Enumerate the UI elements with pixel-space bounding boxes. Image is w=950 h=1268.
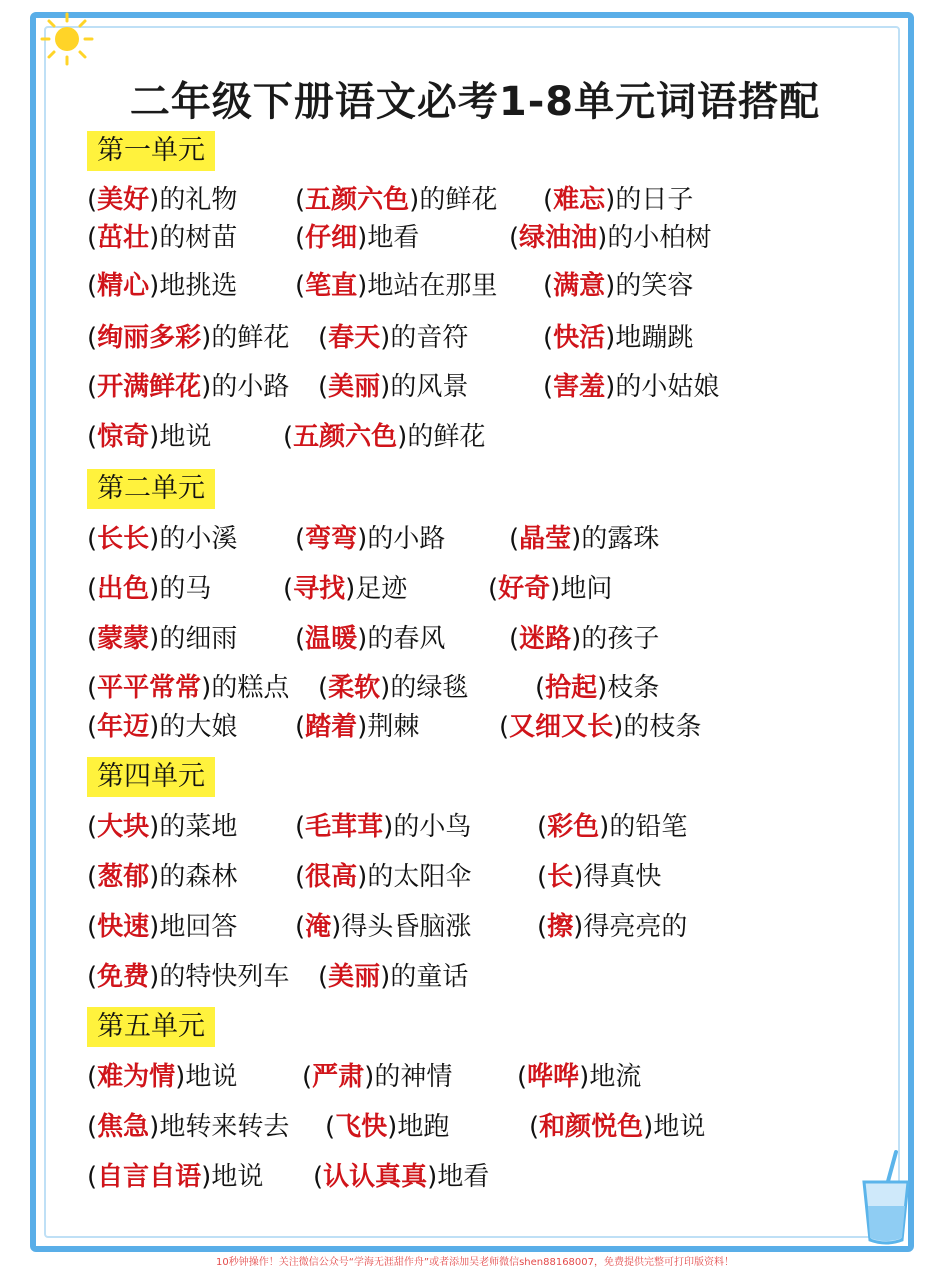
phrase-suffix: 的马: [159, 574, 212, 604]
highlight-word: 淹: [305, 912, 332, 942]
open-paren: (: [295, 185, 306, 215]
open-paren: (: [499, 712, 510, 742]
phrase-item: [295, 268, 497, 304]
phrase-row: [0, 1109, 950, 1149]
phrase-suffix: 的小姑娘: [615, 372, 720, 402]
phrase-row: [0, 220, 950, 260]
close-paren: ): [149, 574, 160, 604]
close-paren: ): [605, 323, 616, 353]
phrase-row: [0, 521, 950, 561]
phrase-suffix: 地问: [560, 574, 613, 604]
phrase-item: [87, 670, 289, 706]
phrase-item: [509, 521, 659, 557]
close-paren: ): [380, 323, 391, 353]
close-paren: ): [149, 712, 160, 742]
open-paren: (: [87, 223, 98, 253]
open-paren: (: [295, 223, 306, 253]
phrase-suffix: 的鲜花: [419, 185, 498, 215]
highlight-word: 踏着: [305, 712, 358, 742]
phrase-item: [87, 621, 237, 657]
phrase-item: [295, 909, 471, 945]
open-paren: (: [87, 1062, 98, 1092]
open-paren: (: [318, 673, 329, 703]
highlight-word: 难忘: [553, 185, 606, 215]
phrase-row: [0, 909, 950, 949]
highlight-word: 长长: [97, 524, 150, 554]
highlight-word: 笔直: [305, 271, 358, 301]
close-paren: ): [571, 624, 582, 654]
open-paren: (: [87, 1162, 98, 1192]
phrase-item: [87, 1059, 237, 1095]
close-paren: ): [380, 372, 391, 402]
phrase-item: [87, 182, 237, 218]
phrase-item: [488, 571, 612, 607]
close-paren: ): [613, 712, 624, 742]
highlight-word: 拾起: [545, 673, 598, 703]
phrase-suffix: 的礼物: [159, 185, 238, 215]
footer-note: 10秒钟操作！关注微信公众号“学海无涯甜作舟”或者添加吴老师微信shen88168007，免费提供完整可打印版资料！: [215, 1257, 735, 1268]
phrase-suffix: 的森林: [159, 862, 238, 892]
open-paren: (: [543, 372, 554, 402]
phrase-suffix: 得头昏脑涨: [341, 912, 472, 942]
section-label: 第二单元: [87, 469, 215, 509]
phrase-suffix: 的树苗: [159, 223, 238, 253]
open-paren: (: [295, 712, 306, 742]
phrase-item: [537, 859, 661, 895]
phrase-item: [87, 521, 237, 557]
close-paren: ): [201, 372, 212, 402]
phrase-suffix: 地跑: [397, 1112, 450, 1142]
highlight-word: 葱郁: [97, 862, 150, 892]
phrase-row: [0, 571, 950, 611]
close-paren: ): [149, 962, 160, 992]
open-paren: (: [87, 962, 98, 992]
highlight-word: 大块: [97, 812, 150, 842]
open-paren: (: [318, 962, 329, 992]
close-paren: ): [397, 422, 408, 452]
close-paren: ): [550, 574, 561, 604]
phrase-suffix: 的铅笔: [609, 812, 688, 842]
close-paren: ): [605, 185, 616, 215]
phrase-item: [283, 571, 407, 607]
close-paren: ): [380, 673, 391, 703]
phrase-row: [0, 182, 950, 222]
close-paren: ): [409, 185, 420, 215]
phrase-suffix: 的小鸟: [393, 812, 472, 842]
phrase-suffix: 的大娘: [159, 712, 238, 742]
phrase-item: [318, 670, 468, 706]
open-paren: (: [543, 185, 554, 215]
phrase-row: [0, 709, 950, 749]
open-paren: (: [87, 372, 98, 402]
open-paren: (: [87, 812, 98, 842]
open-paren: (: [295, 912, 306, 942]
highlight-word: 温暖: [305, 624, 358, 654]
phrase-suffix: 地说: [653, 1112, 706, 1142]
phrase-suffix: 地站在那里: [367, 271, 498, 301]
close-paren: ): [357, 524, 368, 554]
phrase-suffix: 的枝条: [623, 712, 702, 742]
phrase-suffix: 的绿毯: [390, 673, 469, 703]
open-paren: (: [87, 862, 98, 892]
highlight-word: 毛茸茸: [305, 812, 384, 842]
phrase-suffix: 的风景: [390, 372, 469, 402]
phrase-item: [283, 419, 485, 455]
phrase-item: [499, 709, 701, 745]
phrase-row: [0, 268, 950, 308]
close-paren: ): [364, 1062, 375, 1092]
highlight-word: 彩色: [547, 812, 600, 842]
highlight-word: 晶莹: [519, 524, 572, 554]
open-paren: (: [283, 422, 294, 452]
open-paren: (: [87, 673, 98, 703]
phrase-item: [509, 220, 711, 256]
phrase-suffix: 的孩子: [581, 624, 660, 654]
close-paren: ): [357, 271, 368, 301]
phrase-suffix: 的音符: [390, 323, 469, 353]
page-title: 二年级下册语文必考1-8单元词语搭配: [129, 79, 821, 125]
phrase-suffix: 的特快列车: [159, 962, 290, 992]
highlight-word: 严肃: [312, 1062, 365, 1092]
phrase-row: [0, 959, 950, 999]
close-paren: ): [599, 812, 610, 842]
phrase-item: [87, 369, 289, 405]
phrase-row: [0, 369, 950, 409]
highlight-word: 很高: [305, 862, 358, 892]
close-paren: ): [149, 271, 160, 301]
phrase-suffix: 的神情: [374, 1062, 453, 1092]
close-paren: ): [149, 912, 160, 942]
phrase-item: [295, 859, 471, 895]
phrase-item: [87, 909, 237, 945]
phrase-item: [325, 1109, 449, 1145]
open-paren: (: [509, 524, 520, 554]
phrase-item: [87, 419, 211, 455]
highlight-word: 和颜悦色: [539, 1112, 644, 1142]
sun-icon: [38, 10, 96, 68]
open-paren: (: [537, 812, 548, 842]
close-paren: ): [571, 524, 582, 554]
open-paren: (: [313, 1162, 324, 1192]
highlight-word: 绚丽多彩: [97, 323, 202, 353]
phrase-item: [87, 1159, 263, 1195]
phrase-suffix: 枝条: [607, 673, 660, 703]
phrase-item: [517, 1059, 641, 1095]
phrase-suffix: 的小溪: [159, 524, 238, 554]
phrase-suffix: 地看: [367, 223, 420, 253]
close-paren: ): [149, 862, 160, 892]
close-paren: ): [149, 185, 160, 215]
phrase-item: [87, 320, 289, 356]
phrase-suffix: 地挑选: [159, 271, 238, 301]
open-paren: (: [509, 223, 520, 253]
open-paren: (: [295, 812, 306, 842]
close-paren: ): [357, 624, 368, 654]
phrase-item: [295, 220, 419, 256]
highlight-word: 寻找: [293, 574, 346, 604]
close-paren: ): [387, 1112, 398, 1142]
open-paren: (: [87, 912, 98, 942]
highlight-word: 绿油油: [519, 223, 598, 253]
open-paren: (: [295, 271, 306, 301]
phrase-suffix: 的小路: [211, 372, 290, 402]
highlight-word: 免费: [97, 962, 150, 992]
phrase-item: [87, 859, 237, 895]
close-paren: ): [149, 524, 160, 554]
open-paren: (: [87, 574, 98, 604]
highlight-word: 认认真真: [323, 1162, 428, 1192]
phrase-suffix: 的细雨: [159, 624, 238, 654]
close-paren: ): [579, 1062, 590, 1092]
close-paren: ): [149, 223, 160, 253]
highlight-word: 仔细: [305, 223, 358, 253]
section-label: 第四单元: [87, 757, 215, 797]
close-paren: ): [201, 1162, 212, 1192]
phrase-item: [295, 809, 471, 845]
open-paren: (: [295, 524, 306, 554]
open-paren: (: [87, 323, 98, 353]
phrase-suffix: 的小柏树: [607, 223, 712, 253]
highlight-word: 好奇: [498, 574, 551, 604]
close-paren: ): [331, 912, 342, 942]
close-paren: ): [597, 223, 608, 253]
close-paren: ): [605, 271, 616, 301]
close-paren: ): [201, 323, 212, 353]
phrase-item: [295, 521, 445, 557]
phrase-suffix: 足迹: [355, 574, 408, 604]
highlight-word: 五颜六色: [305, 185, 410, 215]
phrase-item: [295, 182, 497, 218]
phrase-suffix: 荆棘: [367, 712, 420, 742]
highlight-word: 春天: [328, 323, 381, 353]
highlight-word: 美丽: [328, 962, 381, 992]
highlight-word: 惊奇: [97, 422, 150, 452]
phrase-suffix: 的日子: [615, 185, 694, 215]
close-paren: ): [201, 673, 212, 703]
phrase-item: [535, 670, 659, 706]
phrase-item: [537, 809, 687, 845]
highlight-word: 柔软: [328, 673, 381, 703]
phrase-suffix: 的小路: [367, 524, 446, 554]
phrase-item: [302, 1059, 452, 1095]
phrase-item: [318, 959, 468, 995]
highlight-word: 长: [547, 862, 574, 892]
close-paren: ): [175, 1062, 186, 1092]
phrase-suffix: 地看: [437, 1162, 490, 1192]
phrase-suffix: 地流: [589, 1062, 642, 1092]
phrase-item: [543, 320, 693, 356]
open-paren: (: [283, 574, 294, 604]
close-paren: ): [605, 372, 616, 402]
phrase-suffix: 的露珠: [581, 524, 660, 554]
phrase-item: [529, 1109, 705, 1145]
phrase-suffix: 地回答: [159, 912, 238, 942]
open-paren: (: [543, 323, 554, 353]
open-paren: (: [543, 271, 554, 301]
open-paren: (: [535, 673, 546, 703]
highlight-word: 满意: [553, 271, 606, 301]
highlight-word: 美丽: [328, 372, 381, 402]
phrase-row: [0, 809, 950, 849]
open-paren: (: [302, 1062, 313, 1092]
close-paren: ): [149, 1112, 160, 1142]
close-paren: ): [643, 1112, 654, 1142]
close-paren: ): [357, 223, 368, 253]
open-paren: (: [87, 712, 98, 742]
highlight-word: 焦急: [97, 1112, 150, 1142]
phrase-item: [537, 909, 687, 945]
phrase-suffix: 地说: [159, 422, 212, 452]
open-paren: (: [509, 624, 520, 654]
highlight-word: 自言自语: [97, 1162, 202, 1192]
highlight-word: 害羞: [553, 372, 606, 402]
phrase-suffix: 的春风: [367, 624, 446, 654]
section-label: 第五单元: [87, 1007, 215, 1047]
phrase-suffix: 地说: [211, 1162, 264, 1192]
close-paren: ): [427, 1162, 438, 1192]
highlight-word: 蒙蒙: [97, 624, 150, 654]
phrase-item: [87, 571, 211, 607]
highlight-word: 难为情: [97, 1062, 176, 1092]
phrase-item: [87, 268, 237, 304]
phrase-suffix: 的笑容: [615, 271, 694, 301]
open-paren: (: [517, 1062, 528, 1092]
open-paren: (: [87, 524, 98, 554]
phrase-suffix: 的太阳伞: [367, 862, 472, 892]
highlight-word: 哗哗: [527, 1062, 580, 1092]
highlight-word: 开满鲜花: [97, 372, 202, 402]
close-paren: ): [380, 962, 391, 992]
open-paren: (: [537, 912, 548, 942]
phrase-item: [543, 182, 693, 218]
open-paren: (: [295, 624, 306, 654]
phrase-suffix: 地转来转去: [159, 1112, 290, 1142]
section-label: 第一单元: [87, 131, 215, 171]
open-paren: (: [325, 1112, 336, 1142]
highlight-word: 出色: [97, 574, 150, 604]
phrase-suffix: 得亮亮的: [583, 912, 688, 942]
phrase-item: [318, 320, 468, 356]
highlight-word: 精心: [97, 271, 150, 301]
highlight-word: 五颜六色: [293, 422, 398, 452]
open-paren: (: [537, 862, 548, 892]
close-paren: ): [357, 862, 368, 892]
phrase-item: [509, 621, 659, 657]
phrase-item: [87, 220, 237, 256]
phrase-row: [0, 419, 950, 459]
phrase-item: [543, 369, 719, 405]
close-paren: ): [597, 673, 608, 703]
open-paren: (: [488, 574, 499, 604]
highlight-word: 平平常常: [97, 673, 202, 703]
highlight-word: 弯弯: [305, 524, 358, 554]
highlight-word: 快活: [553, 323, 606, 353]
close-paren: ): [149, 624, 160, 654]
phrase-row: [0, 621, 950, 661]
open-paren: (: [318, 323, 329, 353]
open-paren: (: [87, 271, 98, 301]
close-paren: ): [383, 812, 394, 842]
phrase-suffix: 地说: [185, 1062, 238, 1092]
open-paren: (: [295, 862, 306, 892]
open-paren: (: [87, 185, 98, 215]
phrase-suffix: 的鲜花: [211, 323, 290, 353]
close-paren: ): [573, 862, 584, 892]
phrase-row: [0, 670, 950, 710]
open-paren: (: [529, 1112, 540, 1142]
highlight-word: 美好: [97, 185, 150, 215]
highlight-word: 擦: [547, 912, 574, 942]
phrase-item: [87, 709, 237, 745]
highlight-word: 飞快: [335, 1112, 388, 1142]
phrase-suffix: 地蹦跳: [615, 323, 694, 353]
open-paren: (: [87, 1112, 98, 1142]
phrase-suffix: 的糕点: [211, 673, 290, 703]
phrase-item: [87, 959, 289, 995]
phrase-item: [313, 1159, 489, 1195]
phrase-row: [0, 1059, 950, 1099]
phrase-item: [87, 1109, 289, 1145]
phrase-item: [318, 369, 468, 405]
close-paren: ): [345, 574, 356, 604]
close-paren: ): [357, 712, 368, 742]
open-paren: (: [87, 624, 98, 654]
phrase-item: [295, 621, 445, 657]
close-paren: ): [149, 812, 160, 842]
highlight-word: 又细又长: [509, 712, 614, 742]
open-paren: (: [87, 422, 98, 452]
phrase-suffix: 的童话: [390, 962, 469, 992]
phrase-row: [0, 320, 950, 360]
open-paren: (: [318, 372, 329, 402]
highlight-word: 快速: [97, 912, 150, 942]
phrase-row: [0, 1159, 950, 1199]
close-paren: ): [573, 912, 584, 942]
phrase-item: [295, 709, 419, 745]
phrase-suffix: 得真快: [583, 862, 662, 892]
phrase-item: [543, 268, 693, 304]
phrase-suffix: 的鲜花: [407, 422, 486, 452]
close-paren: ): [149, 422, 160, 452]
phrase-suffix: 的菜地: [159, 812, 238, 842]
highlight-word: 年迈: [97, 712, 150, 742]
phrase-row: [0, 859, 950, 899]
highlight-word: 茁壮: [97, 223, 150, 253]
highlight-word: 迷路: [519, 624, 572, 654]
phrase-item: [87, 809, 237, 845]
